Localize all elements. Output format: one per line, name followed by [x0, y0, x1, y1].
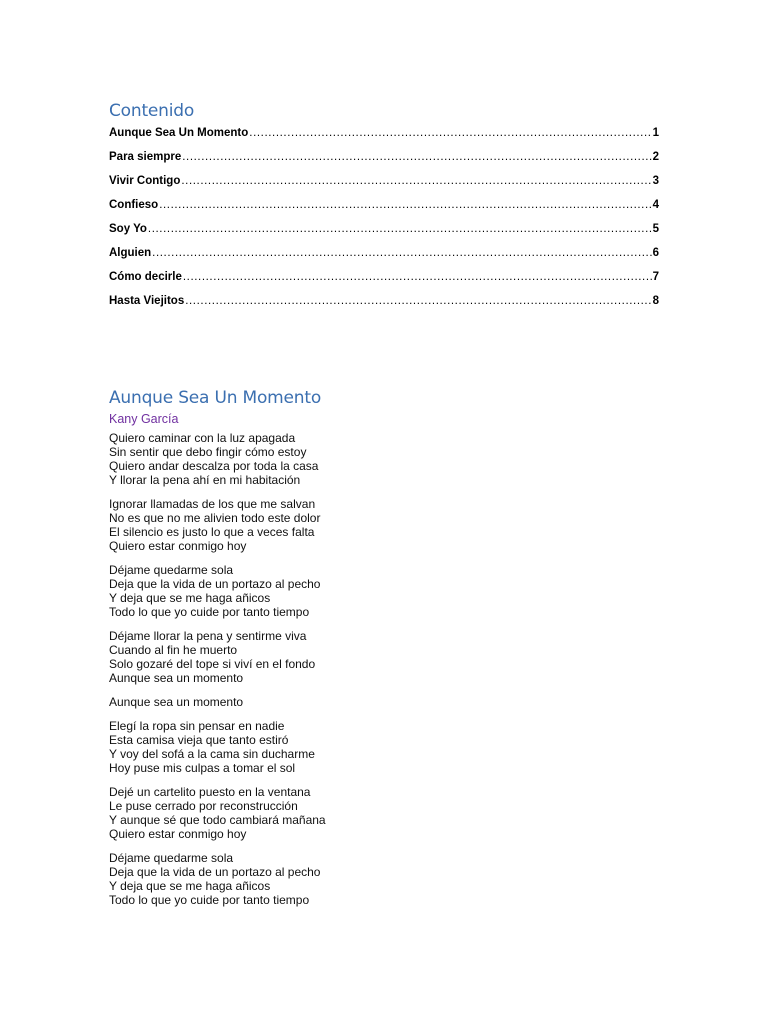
toc-entry-label: Alguien [109, 247, 152, 259]
toc-leader-dots [152, 244, 651, 262]
toc-entry-label: Para siempre [109, 151, 182, 163]
lyric-line: Y deja que se me haga añicos [109, 879, 271, 893]
lyric-line: Esta camisa vieja que tanto estiró [109, 733, 289, 747]
lyric-line: Quiero andar descalza por toda la casa [109, 459, 319, 473]
lyric-line: Ignorar llamadas de los que me salvan [109, 497, 316, 511]
toc-leader-dots [183, 268, 652, 286]
toc-entry[interactable] [109, 220, 659, 244]
lyric-line: Y llorar la pena ahí en mi habitación [109, 473, 301, 487]
lyrics-body [109, 431, 659, 917]
toc-entry-label: Hasta Viejitos [109, 295, 185, 307]
toc-entry-page: 4 [652, 199, 659, 211]
stanza [109, 785, 659, 841]
toc-entry-label: Cómo decirle [109, 271, 182, 283]
toc-leader-dots [182, 148, 651, 166]
toc-entry[interactable] [109, 196, 659, 220]
toc-leader-dots [159, 196, 651, 214]
lyric-line: Deja que la vida de un portazo al pecho [109, 865, 321, 879]
lyric-line: Todo lo que yo cuide por tanto tiempo [109, 605, 310, 619]
toc-entry[interactable] [109, 292, 659, 316]
toc-leader-dots [148, 220, 652, 238]
lyric-line: Deja que la vida de un portazo al pecho [109, 577, 321, 591]
lyric-line: Y deja que se me haga añicos [109, 591, 271, 605]
stanza [109, 629, 659, 685]
toc-entry-label: Soy Yo [109, 223, 147, 235]
lyric-line: Déjame quedarme sola [109, 563, 234, 577]
lyric-line: Y aunque sé que todo cambiará mañana [109, 813, 326, 827]
lyric-line: No es que no me alivien todo este dolor [109, 511, 321, 525]
lyric-line: Quiero estar conmigo hoy [109, 827, 247, 841]
stanza [109, 431, 659, 487]
toc-heading: Contenido [109, 101, 195, 121]
lyric-line: Déjame llorar la pena y sentirme viva [109, 629, 307, 643]
lyric-line: Aunque sea un momento [109, 671, 244, 685]
toc-entry-page: 7 [652, 271, 659, 283]
toc-entry-page: 3 [652, 175, 659, 187]
lyric-line: Dejé un cartelito puesto en la ventana [109, 785, 311, 799]
toc-entry-label: Confieso [109, 199, 159, 211]
lyric-line: Solo gozaré del tope si viví en el fondo [109, 657, 316, 671]
lyric-line: Aunque sea un momento [109, 695, 244, 709]
song-artist: Kany García [109, 412, 179, 426]
lyric-line: Quiero estar conmigo hoy [109, 539, 247, 553]
toc-entry[interactable] [109, 268, 659, 292]
toc-leader-dots [185, 292, 651, 310]
toc-entry-label: Aunque Sea Un Momento [109, 127, 249, 139]
stanza [109, 563, 659, 619]
lyric-line: Todo lo que yo cuide por tanto tiempo [109, 893, 310, 907]
lyric-line: El silencio es justo lo que a veces falta [109, 525, 315, 539]
table-of-contents [109, 124, 659, 316]
lyric-line: Déjame quedarme sola [109, 851, 234, 865]
toc-entry[interactable] [109, 148, 659, 172]
toc-entry-page: 1 [652, 127, 659, 139]
toc-entry-page: 6 [652, 247, 659, 259]
stanza [109, 497, 659, 553]
toc-leader-dots [181, 172, 651, 190]
lyric-line: Quiero caminar con la luz apagada [109, 431, 296, 445]
lyric-line: Y voy del sofá a la cama sin ducharme [109, 747, 315, 761]
lyric-line: Cuando al fin he muerto [109, 643, 238, 657]
song-title: Aunque Sea Un Momento [109, 388, 322, 408]
toc-entry-page: 8 [652, 295, 659, 307]
lyric-line: Sin sentir que debo fingir cómo estoy [109, 445, 307, 459]
lyric-line: Hoy puse mis culpas a tomar el sol [109, 761, 296, 775]
stanza [109, 851, 659, 907]
lyric-line: Le puse cerrado por reconstrucción [109, 799, 298, 813]
stanza [109, 719, 659, 775]
toc-entry[interactable] [109, 124, 659, 148]
lyric-line: Elegí la ropa sin pensar en nadie [109, 719, 285, 733]
toc-entry[interactable] [109, 172, 659, 196]
toc-entry[interactable] [109, 244, 659, 268]
stanza [109, 695, 659, 709]
toc-leader-dots [249, 124, 651, 142]
toc-entry-page: 5 [652, 223, 659, 235]
toc-entry-page: 2 [652, 151, 659, 163]
toc-entry-label: Vivir Contigo [109, 175, 181, 187]
